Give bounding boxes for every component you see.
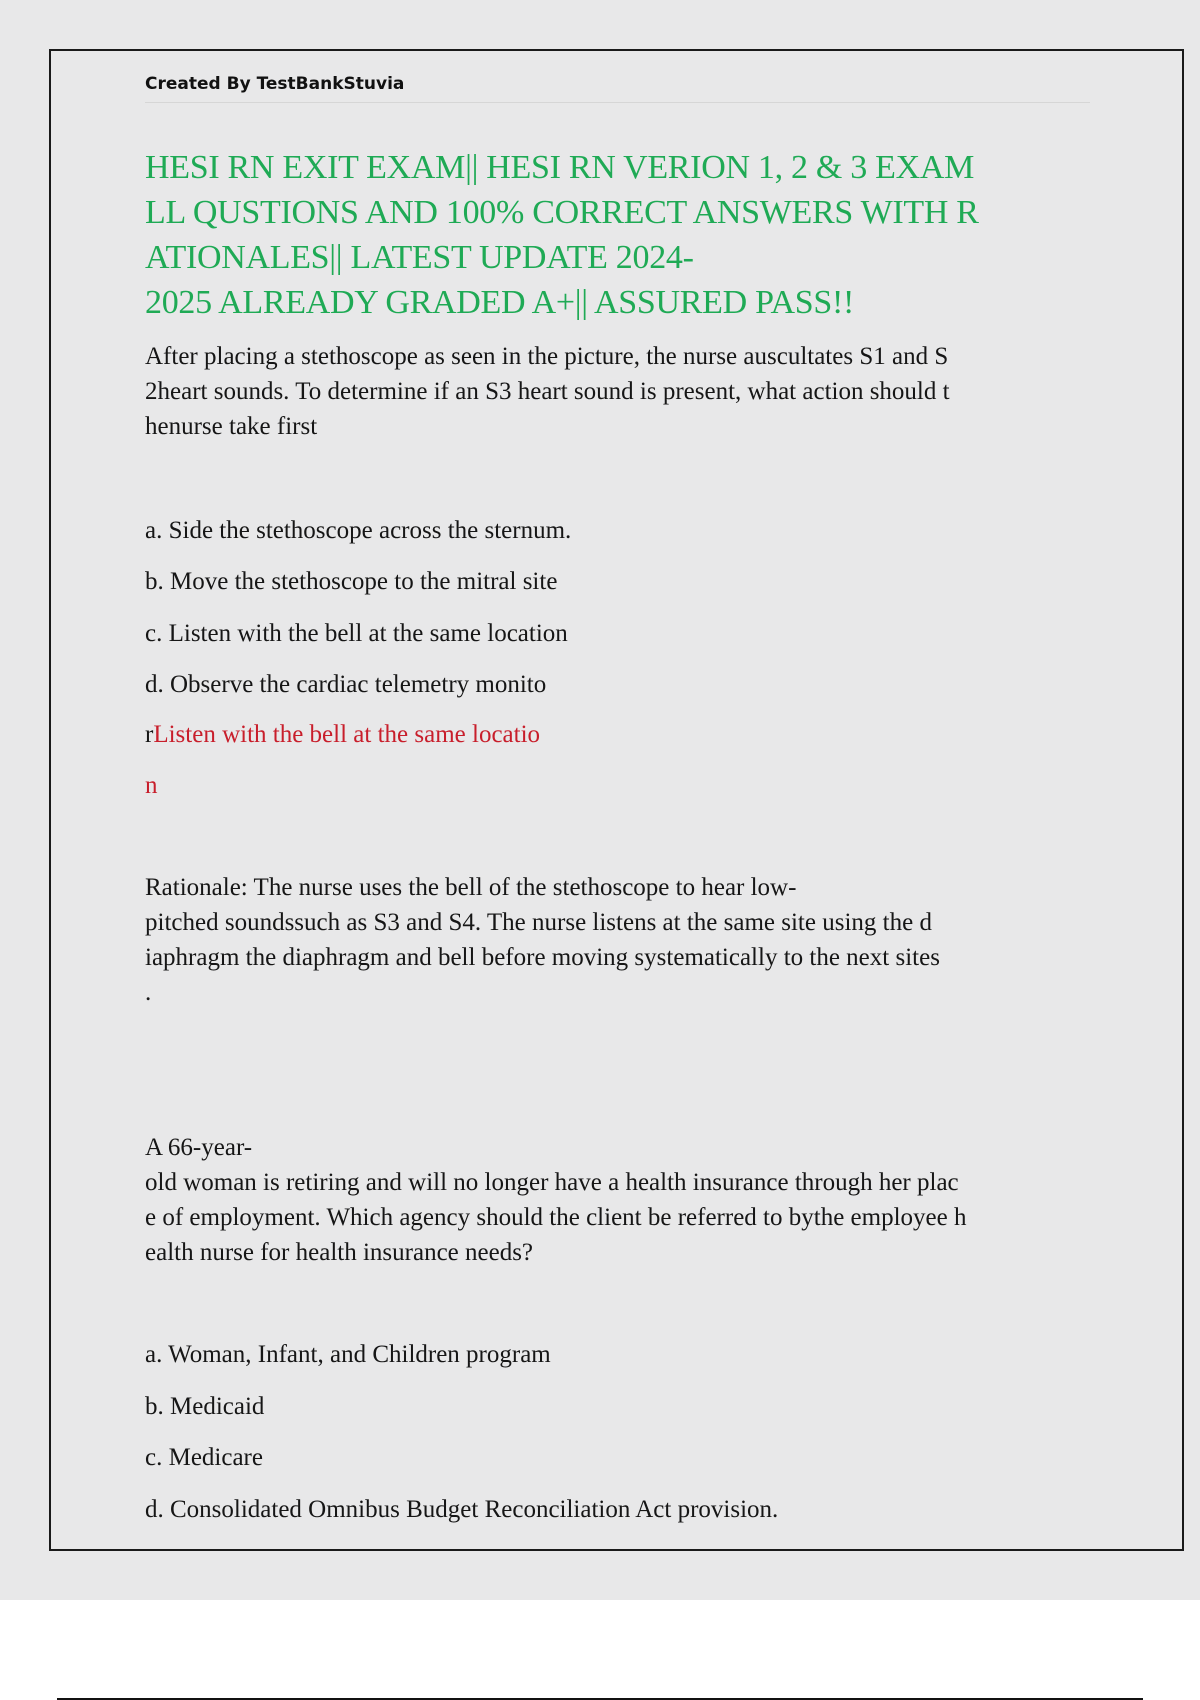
question-1-answer	[145, 717, 540, 752]
created-by-header: Created By TestBankStuvia	[145, 74, 1090, 103]
question-2-option-a: a. Woman, Infant, and Children program	[145, 1341, 551, 1368]
title-line: LL QUSTIONS AND 100% CORRECT ANSWERS WITH R	[145, 194, 979, 231]
question-1-option-d: d. Observe the cardiac telemetry monito	[145, 671, 547, 698]
stem-line: henurse take first	[145, 413, 318, 440]
rationale-line: pitched soundssuch as S3 and S4. The nurse listens at the same site using the d	[145, 909, 932, 936]
stem-line: After placing a stethoscope as seen in the picture, the nurse auscultates S1 and S	[145, 343, 949, 370]
question-1-option-c: c. Listen with the bell at the same location	[145, 620, 568, 647]
rationale-line: iaphragm the diaphragm and bell before moving systematically to the next sites	[145, 944, 940, 971]
question-1-rationale	[145, 870, 1095, 1010]
question-1-option-a: a. Side the stethoscope across the sternum.	[145, 517, 572, 544]
question-2-option-c: c. Medicare	[145, 1444, 263, 1471]
title-line: ATIONALES|| LATEST UPDATE 2024-	[145, 239, 694, 276]
stem-line: ealth nurse for health insurance needs?	[145, 1239, 534, 1266]
stem-line: A 66-year-	[145, 1134, 253, 1161]
title-line: 2025 ALREADY GRADED A+|| ASSURED PASS!!	[145, 284, 855, 321]
correct-answer-text: Listen with the bell at the same locatio	[153, 721, 541, 748]
question-2-stem	[145, 1130, 1095, 1270]
rationale-line: .	[145, 979, 152, 1006]
correct-answer-continuation: n	[145, 772, 158, 799]
question-2-option-d: d. Consolidated Omnibus Budget Reconciliation Act provision.	[145, 1496, 779, 1523]
question-1-stem	[145, 339, 1095, 444]
stem-line: e of employment. Which agency should the client be referred to bythe employee h	[145, 1204, 967, 1231]
stem-line: old woman is retiring and will no longer have a health insurance through her plac	[145, 1169, 959, 1196]
question-1-option-b: b. Move the stethoscope to the mitral site	[145, 568, 558, 595]
stem-line: 2heart sounds. To determine if an S3 heart sound is present, what action should t	[145, 378, 950, 405]
question-2-option-b: b. Medicaid	[145, 1393, 265, 1420]
answer-prefix: r	[145, 721, 154, 748]
document-title	[145, 145, 1105, 325]
rationale-line: Rationale: The nurse uses the bell of the stethoscope to hear low-	[145, 874, 797, 901]
title-line: HESI RN EXIT EXAM|| HESI RN VERION 1, 2 & 3 EXAM	[145, 149, 975, 186]
